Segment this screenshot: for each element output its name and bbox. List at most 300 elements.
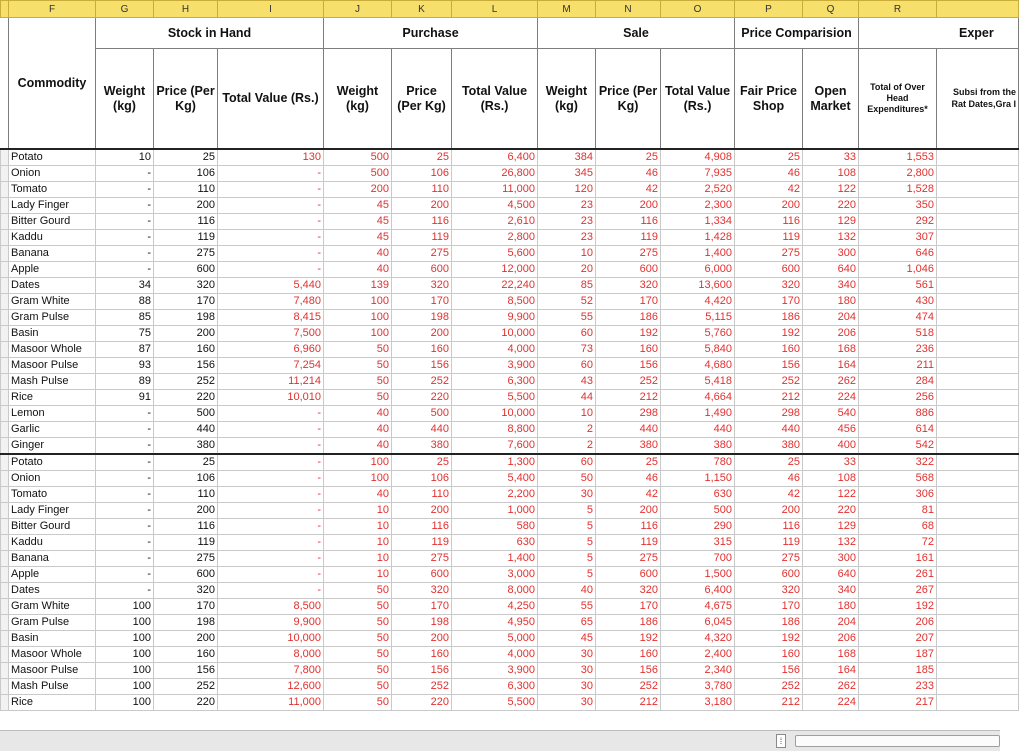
value-cell[interactable]: 300 xyxy=(803,246,859,262)
row-header[interactable] xyxy=(1,503,9,519)
value-cell[interactable]: 10,010 xyxy=(218,390,324,406)
value-cell[interactable]: 220 xyxy=(803,198,859,214)
subsidy-cell[interactable] xyxy=(937,599,1019,615)
subsidy-cell[interactable] xyxy=(937,406,1019,422)
value-cell[interactable]: 4,908 xyxy=(661,149,735,166)
value-cell[interactable]: 206 xyxy=(859,615,937,631)
value-cell[interactable]: 252 xyxy=(392,679,452,695)
value-cell[interactable]: - xyxy=(218,246,324,262)
value-cell[interactable]: 4,420 xyxy=(661,294,735,310)
commodity-cell[interactable]: Lady Finger xyxy=(9,503,96,519)
value-cell[interactable]: 2,300 xyxy=(661,198,735,214)
value-cell[interactable]: 164 xyxy=(803,663,859,679)
value-cell[interactable]: 5,115 xyxy=(661,310,735,326)
value-cell[interactable]: 116 xyxy=(392,519,452,535)
value-cell[interactable]: 275 xyxy=(392,551,452,567)
commodity-cell[interactable]: Kaddu xyxy=(9,535,96,551)
value-cell[interactable]: 5 xyxy=(538,503,596,519)
open-market-header[interactable]: Open Market xyxy=(803,49,859,150)
value-cell[interactable]: 42 xyxy=(596,182,661,198)
value-cell[interactable]: 132 xyxy=(803,230,859,246)
value-cell[interactable]: - xyxy=(96,406,154,422)
value-cell[interactable]: 170 xyxy=(596,599,661,615)
value-cell[interactable]: 5,600 xyxy=(452,246,538,262)
value-cell[interactable]: 91 xyxy=(96,390,154,406)
value-cell[interactable]: 1,300 xyxy=(452,454,538,471)
value-cell[interactable]: 252 xyxy=(596,679,661,695)
value-cell[interactable]: 2,610 xyxy=(452,214,538,230)
value-cell[interactable]: 198 xyxy=(392,310,452,326)
column-header-k[interactable]: K xyxy=(392,1,452,18)
commodity-cell[interactable]: Gram Pulse xyxy=(9,615,96,631)
value-cell[interactable]: - xyxy=(218,438,324,455)
value-cell[interactable]: 1,000 xyxy=(452,503,538,519)
value-cell[interactable]: 65 xyxy=(538,615,596,631)
value-cell[interactable]: - xyxy=(96,262,154,278)
value-cell[interactable]: 110 xyxy=(392,487,452,503)
value-cell[interactable]: 160 xyxy=(392,647,452,663)
value-cell[interactable]: 600 xyxy=(154,567,218,583)
value-cell[interactable]: 5,840 xyxy=(661,342,735,358)
subsidy-cell[interactable] xyxy=(937,535,1019,551)
value-cell[interactable]: 9,900 xyxy=(218,615,324,631)
value-cell[interactable]: 55 xyxy=(538,310,596,326)
commodity-cell[interactable]: Onion xyxy=(9,166,96,182)
value-cell[interactable]: 186 xyxy=(735,310,803,326)
value-cell[interactable]: 10 xyxy=(324,551,392,567)
sale-weight-header[interactable]: Weight (kg) xyxy=(538,49,596,150)
value-cell[interactable]: 100 xyxy=(96,599,154,615)
value-cell[interactable]: 4,680 xyxy=(661,358,735,374)
row-header[interactable] xyxy=(1,230,9,246)
subsidy-cell[interactable] xyxy=(937,358,1019,374)
value-cell[interactable]: 100 xyxy=(96,695,154,711)
value-cell[interactable]: 156 xyxy=(735,358,803,374)
value-cell[interactable]: 88 xyxy=(96,294,154,310)
row-header[interactable] xyxy=(1,695,9,711)
value-cell[interactable]: 50 xyxy=(324,615,392,631)
value-cell[interactable]: 2 xyxy=(538,422,596,438)
value-cell[interactable]: - xyxy=(218,198,324,214)
row-header[interactable] xyxy=(1,182,9,198)
value-cell[interactable]: 100 xyxy=(96,663,154,679)
row-header[interactable] xyxy=(1,583,9,599)
value-cell[interactable]: 50 xyxy=(324,663,392,679)
value-cell[interactable]: - xyxy=(218,182,324,198)
value-cell[interactable]: 156 xyxy=(596,663,661,679)
value-cell[interactable]: 116 xyxy=(596,214,661,230)
value-cell[interactable]: 298 xyxy=(596,406,661,422)
value-cell[interactable]: 580 xyxy=(452,519,538,535)
value-cell[interactable]: 44 xyxy=(538,390,596,406)
value-cell[interactable]: 73 xyxy=(538,342,596,358)
value-cell[interactable]: 50 xyxy=(324,695,392,711)
stock-total-value-header[interactable]: Total Value (Rs.) xyxy=(218,49,324,150)
column-header-h[interactable]: H xyxy=(154,1,218,18)
purchase-total-value-header[interactable]: Total Value (Rs.) xyxy=(452,49,538,150)
value-cell[interactable]: 200 xyxy=(154,631,218,647)
value-cell[interactable]: 12,600 xyxy=(218,679,324,695)
value-cell[interactable]: 108 xyxy=(803,166,859,182)
subsidy-header[interactable]: Subsi from the Rat Dates,Gra I xyxy=(937,49,1019,150)
value-cell[interactable]: 200 xyxy=(154,503,218,519)
value-cell[interactable]: 23 xyxy=(538,230,596,246)
value-cell[interactable]: 252 xyxy=(154,679,218,695)
value-cell[interactable]: 85 xyxy=(96,310,154,326)
value-cell[interactable]: 40 xyxy=(324,422,392,438)
value-cell[interactable]: 275 xyxy=(735,551,803,567)
value-cell[interactable]: - xyxy=(218,166,324,182)
value-cell[interactable]: 3,000 xyxy=(452,567,538,583)
value-cell[interactable]: 186 xyxy=(596,310,661,326)
value-cell[interactable]: 60 xyxy=(538,454,596,471)
row-header[interactable] xyxy=(1,487,9,503)
value-cell[interactable]: 68 xyxy=(859,519,937,535)
value-cell[interactable]: 100 xyxy=(324,471,392,487)
value-cell[interactable]: 350 xyxy=(859,198,937,214)
commodity-cell[interactable]: Masoor Pulse xyxy=(9,663,96,679)
value-cell[interactable]: 440 xyxy=(596,422,661,438)
value-cell[interactable]: - xyxy=(218,214,324,230)
row-header[interactable] xyxy=(1,599,9,615)
value-cell[interactable]: - xyxy=(96,503,154,519)
value-cell[interactable]: 50 xyxy=(324,631,392,647)
value-cell[interactable]: 50 xyxy=(324,679,392,695)
value-cell[interactable]: 10,000 xyxy=(452,326,538,342)
subsidy-cell[interactable] xyxy=(937,567,1019,583)
value-cell[interactable]: 10 xyxy=(324,535,392,551)
value-cell[interactable]: 440 xyxy=(661,422,735,438)
value-cell[interactable]: - xyxy=(96,454,154,471)
subsidy-cell[interactable] xyxy=(937,230,1019,246)
value-cell[interactable]: 7,254 xyxy=(218,358,324,374)
subsidy-cell[interactable] xyxy=(937,294,1019,310)
value-cell[interactable]: 5,400 xyxy=(452,471,538,487)
value-cell[interactable]: 106 xyxy=(392,166,452,182)
value-cell[interactable]: 886 xyxy=(859,406,937,422)
commodity-cell[interactable]: Gram White xyxy=(9,599,96,615)
value-cell[interactable]: 170 xyxy=(154,294,218,310)
commodity-cell[interactable]: Potato xyxy=(9,454,96,471)
row-header[interactable] xyxy=(1,262,9,278)
value-cell[interactable]: 50 xyxy=(324,358,392,374)
value-cell[interactable]: - xyxy=(96,583,154,599)
value-cell[interactable]: 4,675 xyxy=(661,599,735,615)
value-cell[interactable]: 4,000 xyxy=(452,647,538,663)
value-cell[interactable]: 600 xyxy=(596,262,661,278)
value-cell[interactable]: 11,000 xyxy=(452,182,538,198)
row-header[interactable] xyxy=(1,342,9,358)
value-cell[interactable]: 161 xyxy=(859,551,937,567)
value-cell[interactable]: 10 xyxy=(538,246,596,262)
value-cell[interactable]: 10 xyxy=(324,567,392,583)
value-cell[interactable]: - xyxy=(96,230,154,246)
value-cell[interactable]: 212 xyxy=(596,695,661,711)
value-cell[interactable]: 220 xyxy=(392,695,452,711)
value-cell[interactable]: 168 xyxy=(803,647,859,663)
value-cell[interactable]: 122 xyxy=(803,182,859,198)
value-cell[interactable]: 7,480 xyxy=(218,294,324,310)
value-cell[interactable]: 46 xyxy=(735,471,803,487)
value-cell[interactable]: 170 xyxy=(735,599,803,615)
value-cell[interactable]: 50 xyxy=(538,471,596,487)
value-cell[interactable]: 100 xyxy=(324,294,392,310)
sale-header[interactable]: Sale xyxy=(538,18,735,49)
value-cell[interactable]: 5,418 xyxy=(661,374,735,390)
value-cell[interactable]: 160 xyxy=(392,342,452,358)
value-cell[interactable]: 8,000 xyxy=(218,647,324,663)
row-header[interactable] xyxy=(1,647,9,663)
value-cell[interactable]: 600 xyxy=(596,567,661,583)
value-cell[interactable]: 4,500 xyxy=(452,198,538,214)
value-cell[interactable]: 10,000 xyxy=(218,631,324,647)
row-header[interactable] xyxy=(1,149,9,166)
value-cell[interactable]: 8,500 xyxy=(218,599,324,615)
value-cell[interactable]: 119 xyxy=(154,230,218,246)
value-cell[interactable]: 275 xyxy=(735,246,803,262)
value-cell[interactable]: 81 xyxy=(859,503,937,519)
value-cell[interactable]: 7,500 xyxy=(218,326,324,342)
value-cell[interactable]: 110 xyxy=(154,182,218,198)
value-cell[interactable]: 262 xyxy=(803,374,859,390)
value-cell[interactable]: 11,214 xyxy=(218,374,324,390)
value-cell[interactable]: 50 xyxy=(324,342,392,358)
value-cell[interactable]: 10 xyxy=(324,519,392,535)
value-cell[interactable]: 275 xyxy=(392,246,452,262)
value-cell[interactable]: - xyxy=(96,567,154,583)
value-cell[interactable]: 6,045 xyxy=(661,615,735,631)
value-cell[interactable]: 170 xyxy=(596,294,661,310)
value-cell[interactable]: 45 xyxy=(538,631,596,647)
value-cell[interactable]: 630 xyxy=(452,535,538,551)
value-cell[interactable]: 45 xyxy=(324,214,392,230)
commodity-cell[interactable]: Tomato xyxy=(9,487,96,503)
value-cell[interactable]: 261 xyxy=(859,567,937,583)
value-cell[interactable]: 60 xyxy=(538,326,596,342)
value-cell[interactable]: 207 xyxy=(859,631,937,647)
value-cell[interactable]: 640 xyxy=(803,262,859,278)
value-cell[interactable]: - xyxy=(96,551,154,567)
value-cell[interactable]: 500 xyxy=(154,406,218,422)
commodity-cell[interactable]: Lady Finger xyxy=(9,198,96,214)
value-cell[interactable]: 60 xyxy=(538,358,596,374)
value-cell[interactable]: 187 xyxy=(859,647,937,663)
value-cell[interactable]: 1,400 xyxy=(661,246,735,262)
value-cell[interactable]: 500 xyxy=(392,406,452,422)
value-cell[interactable]: 46 xyxy=(596,166,661,182)
subsidy-cell[interactable] xyxy=(937,487,1019,503)
value-cell[interactable]: 75 xyxy=(96,326,154,342)
value-cell[interactable]: 30 xyxy=(538,647,596,663)
value-cell[interactable]: 116 xyxy=(154,214,218,230)
value-cell[interactable]: 384 xyxy=(538,149,596,166)
value-cell[interactable]: 198 xyxy=(154,310,218,326)
value-cell[interactable]: 256 xyxy=(859,390,937,406)
value-cell[interactable]: 5,500 xyxy=(452,390,538,406)
commodity-cell[interactable]: Gram Pulse xyxy=(9,310,96,326)
row-header[interactable] xyxy=(1,535,9,551)
value-cell[interactable]: 46 xyxy=(596,471,661,487)
value-cell[interactable]: 50 xyxy=(324,647,392,663)
value-cell[interactable]: 85 xyxy=(538,278,596,294)
value-cell[interactable]: 298 xyxy=(735,406,803,422)
value-cell[interactable]: - xyxy=(218,230,324,246)
row-header[interactable] xyxy=(1,551,9,567)
value-cell[interactable]: - xyxy=(96,438,154,455)
value-cell[interactable]: 46 xyxy=(735,166,803,182)
value-cell[interactable]: 6,300 xyxy=(452,374,538,390)
value-cell[interactable]: 100 xyxy=(96,615,154,631)
value-cell[interactable]: 4,320 xyxy=(661,631,735,647)
value-cell[interactable]: 170 xyxy=(392,294,452,310)
value-cell[interactable]: 500 xyxy=(661,503,735,519)
value-cell[interactable]: 233 xyxy=(859,679,937,695)
stock-weight-header[interactable]: Weight (kg) xyxy=(96,49,154,150)
value-cell[interactable]: 267 xyxy=(859,583,937,599)
sale-total-value-header[interactable]: Total Value (Rs.) xyxy=(661,49,735,150)
value-cell[interactable]: 646 xyxy=(859,246,937,262)
value-cell[interactable]: 160 xyxy=(596,647,661,663)
column-header-r[interactable]: R xyxy=(859,1,937,18)
subsidy-cell[interactable] xyxy=(937,519,1019,535)
value-cell[interactable]: 440 xyxy=(154,422,218,438)
value-cell[interactable]: 340 xyxy=(803,278,859,294)
column-header-l[interactable]: L xyxy=(452,1,538,18)
value-cell[interactable]: 87 xyxy=(96,342,154,358)
value-cell[interactable]: 30 xyxy=(538,487,596,503)
value-cell[interactable]: 129 xyxy=(803,214,859,230)
expenditure-header[interactable]: Exper xyxy=(859,18,1019,49)
value-cell[interactable]: 100 xyxy=(96,679,154,695)
value-cell[interactable]: 320 xyxy=(392,583,452,599)
subsidy-cell[interactable] xyxy=(937,326,1019,342)
value-cell[interactable]: 116 xyxy=(735,519,803,535)
value-cell[interactable]: 108 xyxy=(803,471,859,487)
value-cell[interactable]: 2,800 xyxy=(452,230,538,246)
value-cell[interactable]: 5,760 xyxy=(661,326,735,342)
column-header-q[interactable]: Q xyxy=(803,1,859,18)
value-cell[interactable]: - xyxy=(96,214,154,230)
purchase-price-header[interactable]: Price (Per Kg) xyxy=(392,49,452,150)
value-cell[interactable]: 12,000 xyxy=(452,262,538,278)
value-cell[interactable]: 160 xyxy=(154,342,218,358)
value-cell[interactable]: - xyxy=(96,166,154,182)
value-cell[interactable]: 600 xyxy=(735,567,803,583)
subsidy-cell[interactable] xyxy=(937,663,1019,679)
row-header[interactable] xyxy=(1,679,9,695)
value-cell[interactable]: 50 xyxy=(324,583,392,599)
value-cell[interactable]: 236 xyxy=(859,342,937,358)
value-cell[interactable]: - xyxy=(96,471,154,487)
row-header-corner[interactable] xyxy=(1,1,9,18)
subsidy-cell[interactable] xyxy=(937,454,1019,471)
value-cell[interactable]: - xyxy=(96,246,154,262)
value-cell[interactable]: 132 xyxy=(803,535,859,551)
value-cell[interactable]: 5,000 xyxy=(452,631,538,647)
row-header[interactable] xyxy=(1,663,9,679)
commodity-cell[interactable]: Lemon xyxy=(9,406,96,422)
value-cell[interactable]: 200 xyxy=(324,182,392,198)
value-cell[interactable]: 780 xyxy=(661,454,735,471)
value-cell[interactable]: 2,400 xyxy=(661,647,735,663)
value-cell[interactable]: 22,240 xyxy=(452,278,538,294)
column-header-m[interactable]: M xyxy=(538,1,596,18)
value-cell[interactable]: 8,415 xyxy=(218,310,324,326)
value-cell[interactable]: 160 xyxy=(154,647,218,663)
value-cell[interactable]: 40 xyxy=(324,438,392,455)
value-cell[interactable]: 198 xyxy=(154,615,218,631)
value-cell[interactable]: 10 xyxy=(324,503,392,519)
value-cell[interactable]: 275 xyxy=(596,551,661,567)
row-header[interactable] xyxy=(1,454,9,471)
value-cell[interactable]: 320 xyxy=(154,278,218,294)
value-cell[interactable]: 6,400 xyxy=(452,149,538,166)
value-cell[interactable]: - xyxy=(218,406,324,422)
value-cell[interactable]: - xyxy=(218,471,324,487)
value-cell[interactable]: 40 xyxy=(324,406,392,422)
commodity-cell[interactable]: Tomato xyxy=(9,182,96,198)
value-cell[interactable]: 30 xyxy=(538,695,596,711)
value-cell[interactable]: 116 xyxy=(596,519,661,535)
value-cell[interactable]: 119 xyxy=(392,535,452,551)
value-cell[interactable]: 156 xyxy=(154,358,218,374)
value-cell[interactable]: 50 xyxy=(324,390,392,406)
commodity-cell[interactable]: Masoor Whole xyxy=(9,342,96,358)
value-cell[interactable]: 292 xyxy=(859,214,937,230)
value-cell[interactable]: 380 xyxy=(154,438,218,455)
value-cell[interactable]: 5,500 xyxy=(452,695,538,711)
value-cell[interactable]: 55 xyxy=(538,599,596,615)
value-cell[interactable]: 275 xyxy=(154,551,218,567)
value-cell[interactable]: 500 xyxy=(324,166,392,182)
value-cell[interactable]: 345 xyxy=(538,166,596,182)
value-cell[interactable]: 306 xyxy=(859,487,937,503)
column-header-o[interactable]: O xyxy=(661,1,735,18)
value-cell[interactable]: 252 xyxy=(735,679,803,695)
value-cell[interactable]: 5 xyxy=(538,551,596,567)
value-cell[interactable]: - xyxy=(96,519,154,535)
value-cell[interactable]: 26,800 xyxy=(452,166,538,182)
subsidy-cell[interactable] xyxy=(937,166,1019,182)
value-cell[interactable]: 116 xyxy=(392,214,452,230)
subsidy-cell[interactable] xyxy=(937,342,1019,358)
value-cell[interactable]: 100 xyxy=(324,310,392,326)
column-header-p[interactable]: P xyxy=(735,1,803,18)
value-cell[interactable]: 25 xyxy=(154,454,218,471)
commodity-cell[interactable]: Bitter Gourd xyxy=(9,214,96,230)
value-cell[interactable]: 25 xyxy=(735,454,803,471)
value-cell[interactable]: 252 xyxy=(735,374,803,390)
value-cell[interactable]: 160 xyxy=(596,342,661,358)
subsidy-cell[interactable] xyxy=(937,647,1019,663)
value-cell[interactable]: 116 xyxy=(154,519,218,535)
value-cell[interactable]: 170 xyxy=(735,294,803,310)
column-header-s[interactable] xyxy=(937,1,1019,18)
value-cell[interactable]: - xyxy=(96,535,154,551)
value-cell[interactable]: 7,800 xyxy=(218,663,324,679)
commodity-cell[interactable]: Dates xyxy=(9,583,96,599)
value-cell[interactable]: 200 xyxy=(735,198,803,214)
subsidy-cell[interactable] xyxy=(937,503,1019,519)
value-cell[interactable]: 630 xyxy=(661,487,735,503)
value-cell[interactable]: 1,046 xyxy=(859,262,937,278)
value-cell[interactable]: 10 xyxy=(538,406,596,422)
row-header[interactable] xyxy=(1,214,9,230)
value-cell[interactable]: 3,180 xyxy=(661,695,735,711)
value-cell[interactable]: 540 xyxy=(803,406,859,422)
value-cell[interactable]: 156 xyxy=(735,663,803,679)
value-cell[interactable]: 2,340 xyxy=(661,663,735,679)
